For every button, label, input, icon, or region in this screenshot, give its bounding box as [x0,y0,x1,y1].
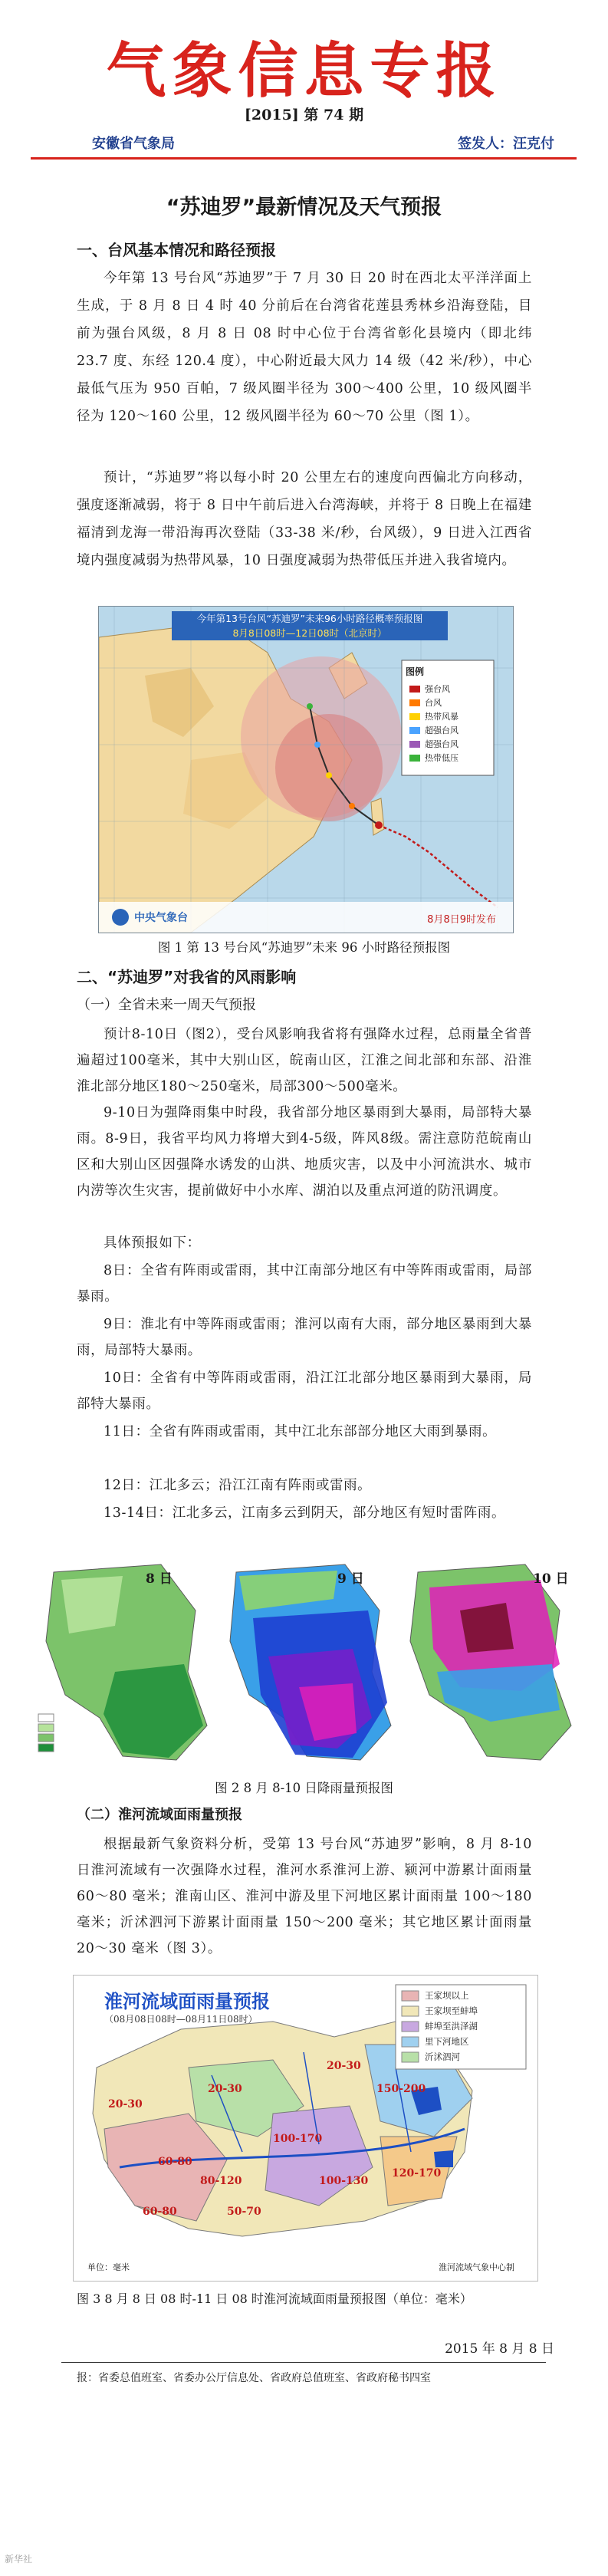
forecast-day-12: 12日：江北多云；沿江江南有阵雨或雷雨。 [104,1478,372,1493]
issuer: 安徽省气象局 [92,136,175,152]
figure-3-huai-basin-map [73,1975,538,2282]
map-label-8: 8 日 [146,1571,173,1587]
figure-2-rainfall-maps [31,1557,577,1772]
map-legend [425,683,458,765]
section-1-para-1: 今年第 13 号台风“苏迪罗”于 7 月 30 日 20 时在西北太平洋洋面上生成，于 8 月 8 日 4 时 40 分前后在台湾省花莲县秀林乡沿海登陆，目前为强台风级，8 月 8 日 08 时中心位于台湾省彰化县境内（即北纬 23.7 度、东经 120.4 度），中心附近最大风力 14 级（42 米/秒），中心最低气压为 950 百帕，7 级风圈半径为 300～400 公里，10 级风圈半径为 120～160 公里，12 级风圈半径为 60～70 公里（图 1）。 [77,271,532,424]
rain-value: 100-170 [273,2133,323,2145]
map-title: 今年第13号台风“苏迪罗”未来96小时路径概率预报图 [196,613,423,624]
section-2-para-2: 9-10日为强降雨集中时段，我省部分地区暴雨到大暴雨，局部特大暴雨。8-9日，我省平均风力将增大到4-5级，阵风8级。需注意防范皖南山区和大别山区因强降水诱发的山洪、地质灾害，以及中小河流洪水、城市内涝等次生灾害，提前做好中小水库、湖泊以及重点河道的防汛调度。 [77,1105,532,1199]
rain-value: 60-80 [158,2156,192,2168]
figure-1-caption: 图 1 第 13 号台风“苏迪罗”未来 96 小时路径预报图 [157,940,451,955]
section-2-para-1: 预计8-10日（图2），受台风影响我省将有强降水过程，总雨量全省普遍超过100毫米，其中大别山区，皖南山区，江淮之间北部和东部、沿淮淮北部分地区180～250毫米，局部300～500毫米。 [77,1027,532,1094]
document-title: “苏迪罗”最新情况及天气预报 [166,196,442,219]
map-label-9: 9 日 [337,1571,364,1587]
rain-value: 80-120 [200,2175,242,2187]
rain-value: 100-130 [319,2175,369,2187]
legend-item: 强台风 [425,684,450,694]
watermark: 新华社 [5,2554,33,2564]
rain-value: 20-30 [327,2060,361,2072]
legend-item: 台风 [425,698,442,708]
footer-divider [61,2362,546,2363]
legend-item: 沂沭泗河 [425,2051,460,2062]
forecast-day-8: 8日：全省有阵雨或雷雨，其中江南部分地区有中等阵雨或雷雨，局部暴雨。 [77,1263,532,1304]
section-1-heading: 一、台风基本情况和路径预报 [77,241,276,259]
forecast-day-9: 9日：淮北有中等阵雨或雷雨；淮河以南有大雨，部分地区暴雨到大暴雨，局部特大暴雨。 [77,1317,532,1358]
rain-value: 20-30 [108,2098,143,2110]
map-title-banner [172,611,448,640]
section-2-subheading: （一）全省未来一周天气预报 [77,997,256,1013]
figure-1-track-map [98,606,514,933]
forecast-day-11: 11日：全省有阵雨或雷雨，其中江北东部部分地区大雨到暴雨。 [104,1424,497,1439]
rain-value: 20-30 [208,2083,242,2095]
masthead: 气象信息专报 [106,36,502,106]
figure-2-caption: 图 2 8 月 8-10 日降雨量预报图 [215,1781,393,1795]
rain-value: 150-200 [376,2083,426,2095]
map-day-10 [410,1564,571,1760]
huai-map-legend [425,1988,478,2064]
rain-value: 60-80 [143,2206,177,2218]
legend-item: 热带风暴 [425,712,458,722]
map-day-9 [230,1564,391,1760]
section-3-subheading: （二）淮河流域面雨量预报 [77,1807,242,1823]
legend-item: 热带低压 [425,753,458,763]
rainfall-maps-graphic [31,1557,577,1772]
map-day-8 [38,1564,207,1760]
issued-label: 8月8日9时发布 [427,914,496,926]
section-2-para-3: 具体预报如下： [104,1235,201,1251]
huai-map-unit: 单位：毫米 [87,2262,130,2272]
issuer-row [0,133,608,151]
rain-value: 120-170 [392,2167,442,2180]
forecast-day-10: 10日：全省有中等阵雨或雷雨，沿江江北部分地区暴雨到大暴雨，局部特大暴雨。 [77,1370,532,1412]
legend-item: 超强台风 [425,725,458,735]
track-map-graphic [99,607,513,933]
map-label-10: 10 日 [533,1571,569,1587]
legend-item: 王家坝以上 [425,1990,469,2001]
map-subtitle: 8月8日08时—12日08时（北京时） [232,627,387,639]
rain-value: 50-70 [227,2206,261,2218]
legend-item: 王家坝至蚌埠 [425,2005,478,2016]
section-2-heading: 二、“苏迪罗”对我省的风雨影响 [77,968,297,986]
huai-map-subtitle: （08月08日08时—08月11日08时） [104,2014,258,2025]
legend-item: 里下河地区 [425,2036,469,2047]
huai-map-title: 淮河流域面雨量预报 [104,1991,270,2012]
issue-number: [2015] 第 74 期 [244,107,364,123]
agency-label: 中央气象台 [134,912,188,924]
huai-map-agency: 淮河流域气象中心制 [439,2262,514,2272]
red-divider [31,157,577,160]
issue-date: 2015 年 8 月 8 日 [445,2341,554,2357]
legend-item: 蚌埠至洪泽湖 [425,2021,478,2032]
section-3-para-1: 根据最新气象资料分析，受第 13 号台风“苏迪罗”影响，8 月 8-10 日淮河流域有一次强降水过程，淮河水系淮河上游、颍河中游累计面雨量 60～80 毫米；淮南山区、淮河中游及里下河地区累计面雨量 100～180 毫米；沂沭泗河下游累计面雨量 150～200 毫米；其它地区累计面雨量 20～30 毫米（图 3）。 [77,1837,532,1956]
forecast-day-13-14: 13-14日：江北多云，江南多云到阴天，部分地区有短时雷阵雨。 [104,1505,506,1521]
distribution-list: 报：省委总值班室、省委办公厅信息处、省政府总值班室、省政府秘书四室 [77,2372,431,2384]
signer: 签发人：汪克付 [458,136,554,152]
section-1-para-2: 预计，“苏迪罗”将以每小时 20 公里左右的速度向西偏北方向移动，强度逐渐减弱，将于 8 日中午前后进入台湾海峡，并将于 8 日晚上在福建福清到龙海一带沿海再次登陆（33-38 米/秒，台风级），9 日进入江西省境内强度减弱为热带风暴，10 日强度减弱为热带低压并进入我省境内。 [77,470,532,568]
legend-title: 图例 [406,666,425,677]
legend-item: 超强台风 [425,739,458,749]
figure-3-caption: 图 3 8 月 8 日 08 时-11 日 08 时淮河流域面雨量预报图（单位：毫米） [77,2291,472,2306]
